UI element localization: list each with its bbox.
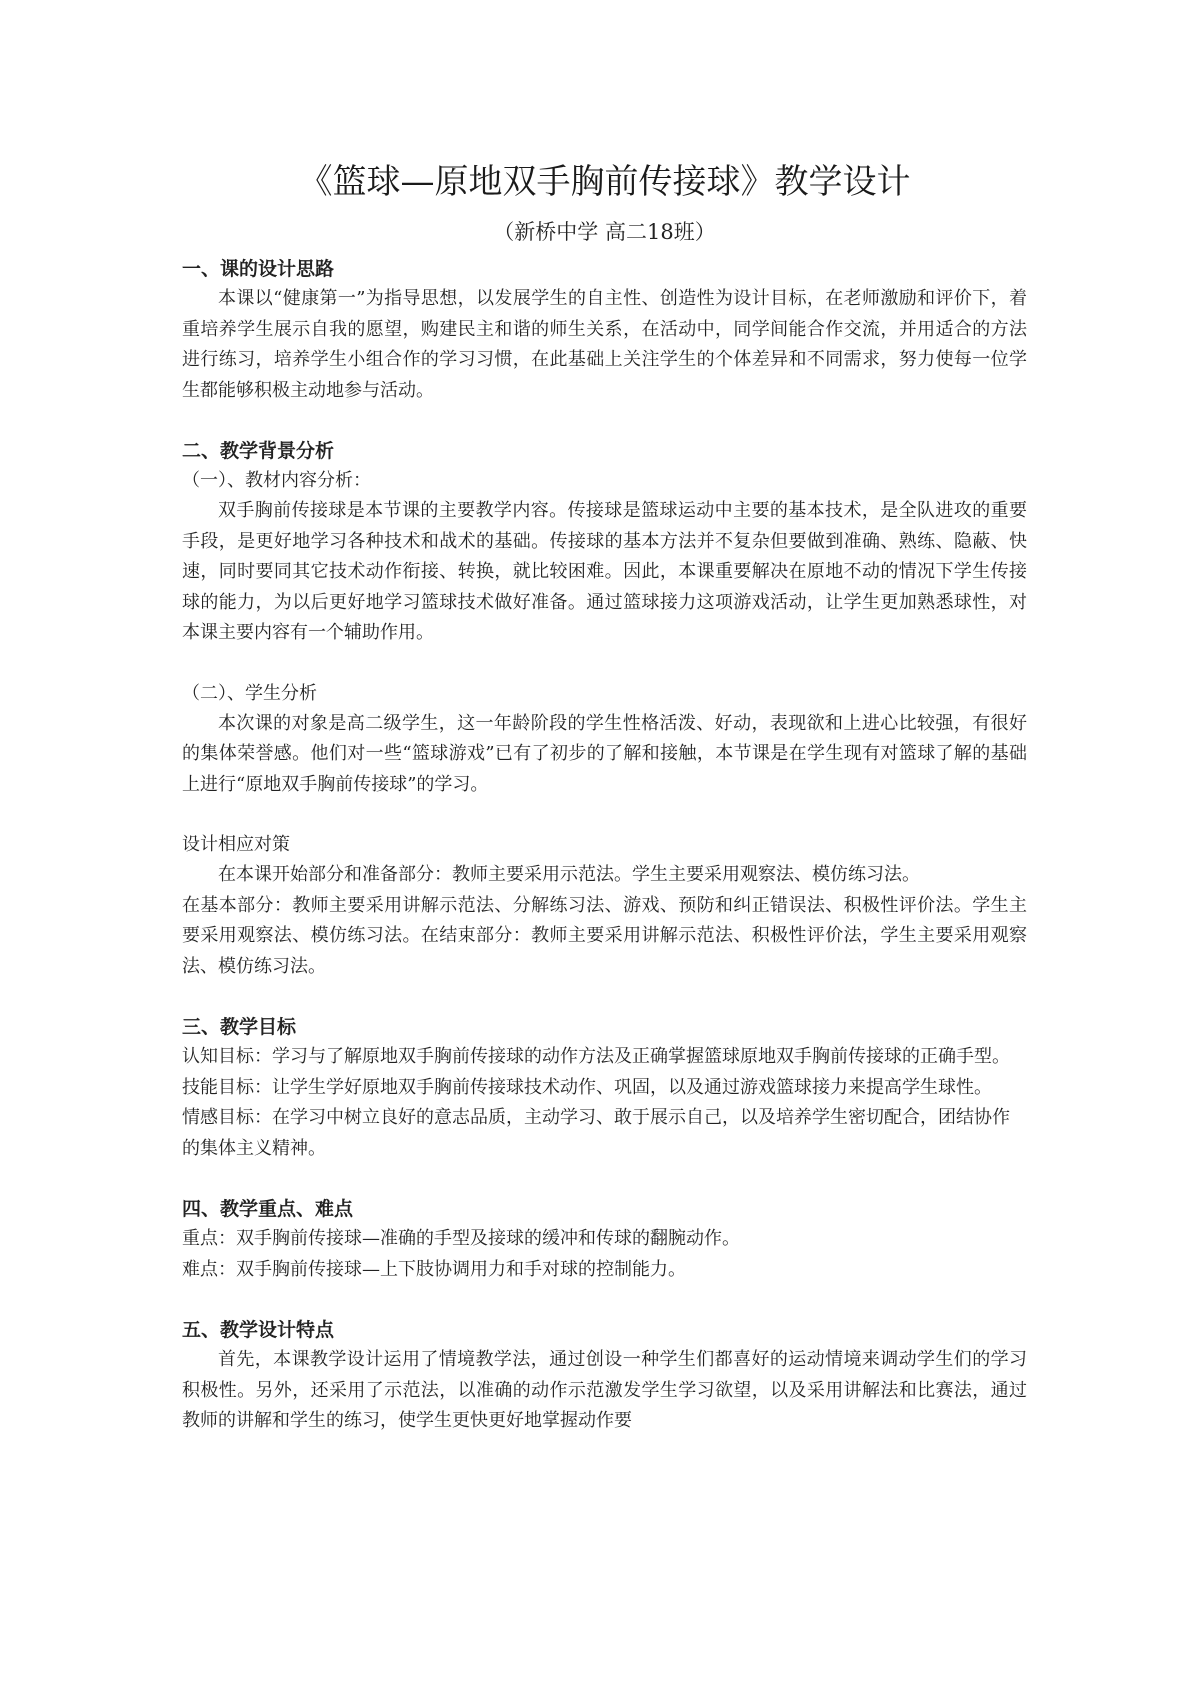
difficult-point: 难点：双手胸前传接球—上下肢协调用力和手对球的控制能力。 [182, 1258, 686, 1280]
spacer [182, 1285, 1027, 1315]
section2-paragraph1: 双手胸前传接球是本节课的主要教学内容。传接球是篮球运动中主要的基本技术，是全队进攻的重要手段，是更好地学习各种技术和战术的基础。传接球的基本方法并不复杂但要做到准确、熟练、隐蔽、快速，同时要同其它技术动作衔接、转换，就比较困难。因此，本课重要解决在原地不动的情况下学生传接球的能力，为以后更好地学习篮球技术做好准备。通过篮球接力这项游戏活动，让学生更加熟悉球性，对本课主要内容有一个辅助作用。 [182, 500, 1027, 643]
section2-sub3: 设计相应对策 [182, 834, 290, 855]
goal-skill: 技能目标：让学生学好原地双手胸前传接球技术动作、巩固，以及通过游戏篮球接力来提高学生球性。 [182, 1076, 992, 1098]
section2-sub2: （二）、学生分析 [182, 682, 317, 704]
section1-heading: 一、课的设计思路 [182, 258, 335, 280]
document-subtitle: （新桥中学 高二18班） [493, 220, 716, 244]
document-title: 《篮球—原地双手胸前传接球》教学设计 [298, 162, 911, 202]
section2-paragraph3-rest: 在基本部分：教师主要采用讲解示范法、分解练习法、游戏、预防和纠正错误法、积极性评价法。学生主要采用观察法、模仿练习法。在结束部分：教师主要采用讲解示范法、积极性评价法，学生主要采用观察法、模仿练习法。 [182, 894, 1027, 977]
section5-heading: 五、教学设计特点 [182, 1319, 335, 1341]
section2-paragraph3-line1: 在本课开始部分和准备部分：教师主要采用示范法。学生主要采用观察法、模仿练习法。 [218, 864, 920, 885]
section3-heading: 三、教学目标 [182, 1016, 297, 1038]
key-point: 重点：双手胸前传接球—准确的手型及接球的缓冲和传球的翻腕动作。 [182, 1228, 740, 1249]
section2-sub1: （一）、教材内容分析： [182, 470, 371, 491]
section1-paragraph: 本课以“健康第一”为指导思想，以发展学生的自主性、创造性为设计目标，在老师激励和评价下，着重培养学生展示自我的愿望，购建民主和谐的师生关系，在活动中，同学间能合作交流，并用适合的方法进行练习，培养学生小组合作的学习习惯，在此基础上关注学生的个体差异和不同需求，努力使每一位学生都能够积极主动地参与活动。 [182, 288, 1027, 401]
document-body [182, 160, 1027, 1437]
spacer [182, 1164, 1027, 1194]
goal-cognitive: 认知目标：学习与了解原地双手胸前传接球的动作方法及正确掌握篮球原地双手胸前传接球的正确手型。 [182, 1046, 1010, 1067]
spacer [182, 649, 1027, 679]
section2-paragraph2: 本次课的对象是高二级学生，这一年龄阶段的学生性格活泼、好动，表现欲和上进心比较强，有很好的集体荣誉感。他们对一些“篮球游戏”已有了初步的了解和接触，本节课是在学生现有对篮球了解的基础上进行“原地双手胸前传接球”的学习。 [182, 712, 1027, 795]
spacer [182, 982, 1027, 1012]
section2-heading: 二、教学背景分析 [182, 440, 335, 462]
spacer [182, 800, 1027, 830]
spacer [182, 406, 1027, 436]
goal-affective: 情感目标：在学习中树立良好的意志品质，主动学习、敢于展示自己，以及培养学生密切配合，团结协作的集体主义精神。 [182, 1107, 1010, 1159]
section4-heading: 四、教学重点、难点 [182, 1198, 354, 1220]
section5-paragraph: 首先，本课教学设计运用了情境教学法，通过创设一种学生们都喜好的运动情境来调动学生们的学习积极性。另外，还采用了示范法，以准确的动作示范激发学生学习欲望，以及采用讲解法和比赛法，通过教师的讲解和学生的练习，使学生更快更好地掌握动作要 [182, 1349, 1027, 1431]
